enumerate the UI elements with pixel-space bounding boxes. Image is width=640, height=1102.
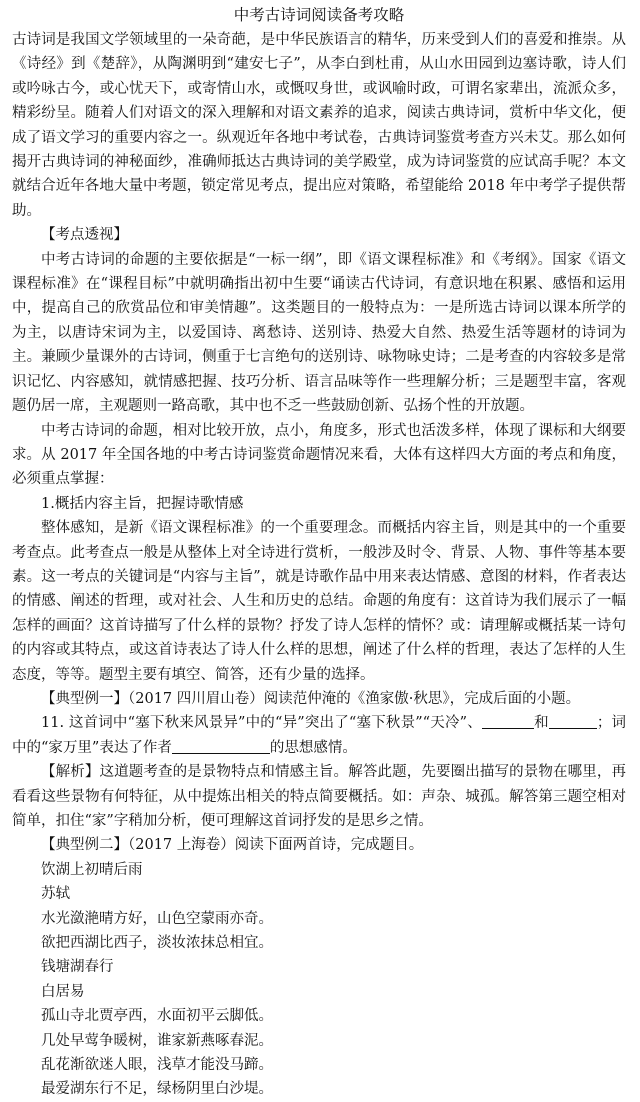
example1-paragraph: 【典型例一】（2017 四川眉山卷）阅读范仲淹的《渔家傲·秋思》，完成后面的小题。	[41, 690, 581, 707]
question-11	[12, 711, 626, 760]
document-title: 中考古诗词阅读备考攻略	[233, 6, 405, 24]
answer-blank-1[interactable]	[482, 714, 534, 730]
poem1-title: 饮湖上初晴后雨	[41, 861, 143, 878]
question-11-part3: 的思想感情。	[269, 739, 357, 756]
question-11-and: 和	[533, 715, 549, 732]
point1-paragraph: 整体感知，是新《语文课程标准》的一个重要理念。而概括内容主旨，则是其中的一个重要考查点。此考查点一般是从整体上对全诗进行赏析，一般涉及时令、背景、人物、事件等基本要素。这一考点的关键词是“内容与主旨”，就是诗歌作品中用来表达情感、意图的材料，作者表达的情感、阐述的哲理，或对社会、人生和历史的总结。命题的角度有：这首诗为我们展示了一幅怎样的画面？这首诗描写了什么样的景物？抒发了诗人怎样的情怀？或：请理解或概括某一诗句的内容或其特点，或这首诗表达了诗人什么样的思想，阐述了什么样的哲理，表达了怎样的人生态度，等等。题型主要有填空、简答，还有少量的选择。	[12, 520, 626, 683]
poem2-line: 孤山寺北贾亭西，水面初平云脚低。	[41, 1008, 273, 1025]
section-heading: 【考点透视】	[41, 227, 128, 244]
analysis-paragraph: 【解析】这道题考查的是景物特点和情感主旨。解答此题，先要圈出描写的景物在哪里，再看看这些景物有何特征，从中提炼出相关的特点简要概括。如：声杂、城孤。解答第三题空相对简单，扣住“家”字稍加分析，便可理解这首词抒发的是思乡之情。	[12, 764, 626, 829]
poem2-author: 白居易	[41, 983, 85, 1000]
poem1-line: 水光潋滟晴方好，山色空蒙雨亦奇。	[41, 910, 273, 927]
example2-paragraph: 【典型例二】（2017 上海卷）阅读下面两首诗，完成题目。	[41, 837, 424, 854]
poem2-line: 乱花渐欲迷人眼，浅草才能没马蹄。	[41, 1057, 273, 1074]
intro-paragraph: 古诗词是我国文学领域里的一朵奇葩，是中华民族语言的精华，历来受到人们的喜爱和推崇。从《诗经》到《楚辞》，从陶渊明到“建安七子”，从李白到杜甫，从山水田园到边塞诗歌，诗人们或吟咏古今，或心忧天下，或寄情山水，或慨叹身世，或讽喻时政，可谓名家辈出，流派众多，精彩纷呈。随着人们对语文的深入理解和对语文素养的追求，阅读古典诗词，赏析中华文化，便成了语文学习的重要内容之一。纵观近年各地中考试卷，古典诗词鉴赏考查方兴未艾。那么如何揭开古典诗词的神秘面纱，准确师抵达古典诗词的美学殿堂，成为诗词鉴赏的应试高手呢？本文就结合近年各地大量中考题，锁定常见考点，提出应对策略，希望能给 2018 年中考学子提供帮助。	[12, 32, 626, 219]
poem1-author: 苏轼	[41, 886, 70, 903]
poem2-title: 钱塘湖春行	[41, 959, 114, 976]
poem2-line: 几处早莺争暖树，谁家新燕啄春泥。	[41, 1032, 273, 1049]
answer-blank-3[interactable]	[172, 738, 270, 754]
answer-blank-2[interactable]	[549, 714, 597, 730]
poem1-line: 欲把西湖比西子，淡妆浓抹总相宜。	[41, 935, 273, 952]
question-11-part1: 11. 这首词中“塞下秋来风景异”中的“异”突出了“塞下秋景”“天冷”、	[41, 715, 482, 732]
poem2-line: 最爱湖东行不足，绿杨阴里白沙堤。	[41, 1081, 273, 1098]
open-paragraph: 中考古诗词的命题，相对比较开放，点小，角度多，形式也活泼多样，体现了课标和大纲要求。从 2017 年全国各地的中考古诗词鉴赏命题情况来看，大体有这样四大方面的考点和角度，必须重点掌握：	[12, 422, 626, 488]
question-11-part2: ；词中的“家万里”表达了作者	[12, 715, 626, 756]
point1-heading: 1.概括内容主旨，把握诗歌情感	[41, 495, 244, 512]
basis-paragraph: 中考古诗词的命题的主要依据是“一标一纲”，即《语文课程标准》和《考纲》。国家《语文课程标准》在“课程目标”中就明确指出初中生要“诵读古代诗词，有意识地在积累、感悟和运用中，提高自己的欣赏品位和审美情趣”。这类题目的一般特点为：一是所选古诗词以课本所学的为主，以唐诗宋词为主，以爱国诗、离愁诗、送别诗、热爱大自然、热爱生活等题材的诗词为主。兼顾少量课外的古诗词，侧重于七言绝句的送别诗、咏物咏史诗；二是考查的内容较多是常识记忆、内容感知，就情感把握、技巧分析、语言品味等作一些理解分析；三是题型丰富，客观题仍居一席，主观题则一路高歌，其中也不乏一些鼓励创新、弘扬个性的开放题。	[12, 251, 626, 415]
